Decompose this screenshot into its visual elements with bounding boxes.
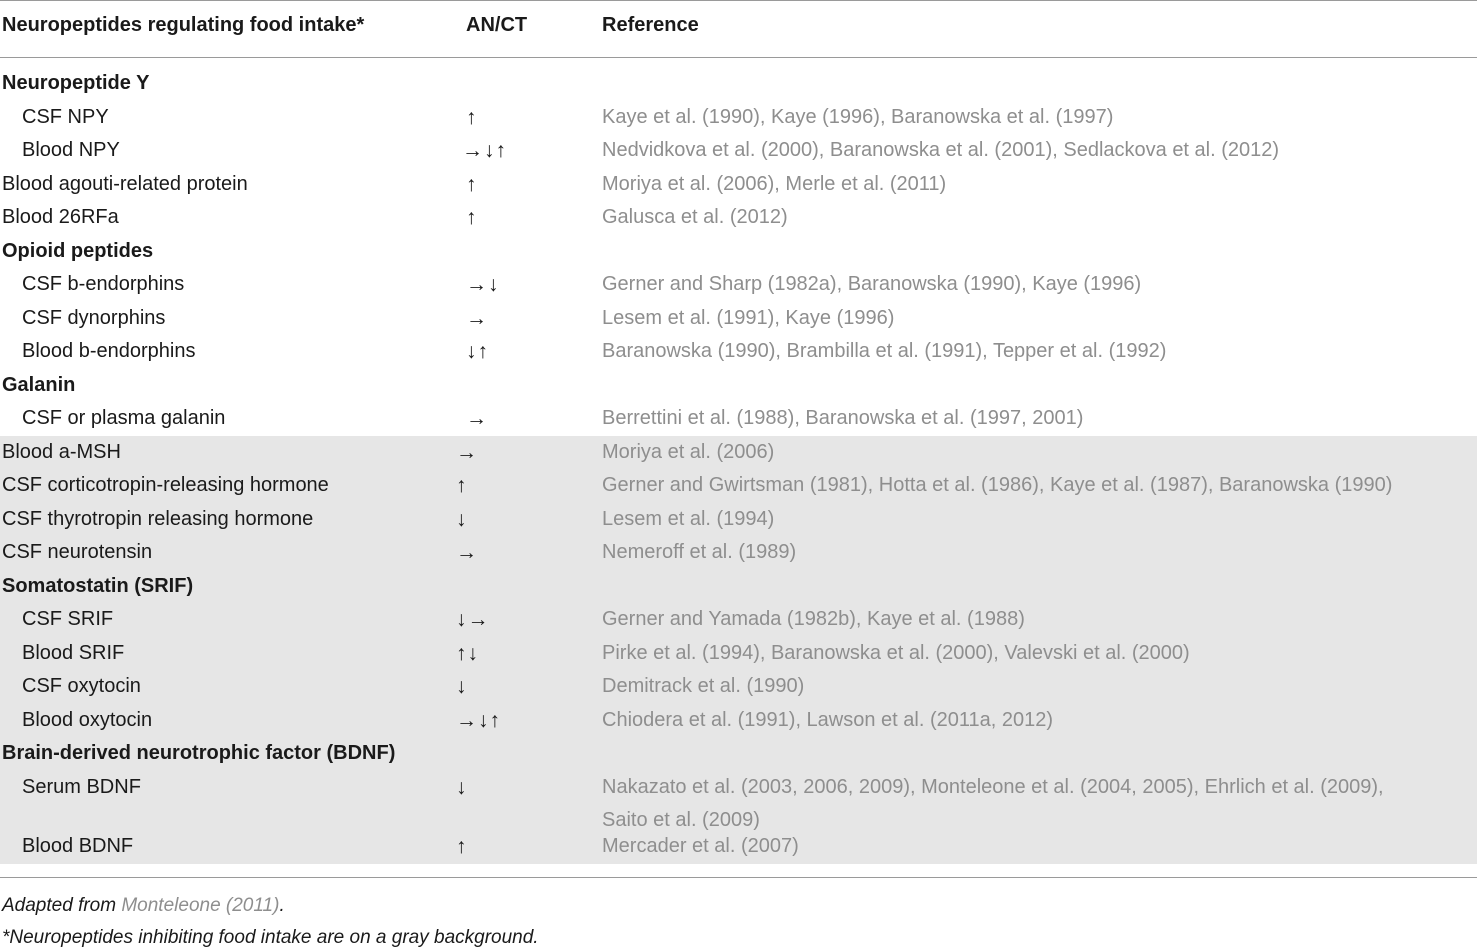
- table-group-row: [0, 67, 1477, 100]
- group-heading: Neuropeptide Y: [2, 72, 150, 94]
- peptide-name: CSF oxytocin: [22, 675, 141, 697]
- reference-line[interactable]: Berrettini et al. (1988), Baranowska et al. (1997, 2001): [602, 407, 1084, 429]
- table-row: [0, 830, 1477, 863]
- table-row: [0, 134, 1477, 167]
- reference-line[interactable]: Moriya et al. (2006): [602, 441, 775, 463]
- reference-citations: [602, 106, 1113, 129]
- reference-citations: [602, 776, 1384, 832]
- table-group-row: [0, 570, 1477, 603]
- reference-citations: [602, 340, 1166, 363]
- an-ct-change-arrows: →: [466, 307, 488, 330]
- group-heading: Somatostatin (SRIF): [2, 575, 194, 597]
- an-ct-change-arrows: →↓↑: [456, 709, 501, 732]
- an-ct-change-arrows: →↓↑: [462, 139, 507, 162]
- reference-line[interactable]: Gerner and Yamada (1982b), Kaye et al. (1988): [602, 608, 1025, 630]
- reference-citations: [602, 608, 1025, 631]
- peptide-name: Blood agouti-related protein: [2, 173, 248, 195]
- footnote-adapted-suffix: .: [279, 895, 285, 916]
- peptide-name: Serum BDNF: [22, 776, 141, 798]
- footnote-adapted-prefix: Adapted from: [2, 895, 122, 916]
- an-ct-change-arrows: →: [466, 407, 488, 430]
- table-row: [0, 335, 1477, 368]
- reference-line[interactable]: Lesem et al. (1991), Kaye (1996): [602, 307, 895, 329]
- reference-line[interactable]: Nedvidkova et al. (2000), Baranowska et al. (2001), Sedlackova et al. (2012): [602, 139, 1280, 161]
- table-row: [0, 101, 1477, 134]
- footnote-adapted: [2, 895, 285, 917]
- reference-line[interactable]: Gerner and Sharp (1982a), Baranowska (1990), Kaye (1996): [602, 273, 1142, 295]
- table-top-rule: [0, 0, 1477, 1]
- reference-line[interactable]: Kaye et al. (1990), Kaye (1996), Baranowska et al. (1997): [602, 106, 1114, 128]
- peptide-name: CSF b-endorphins: [22, 273, 185, 295]
- reference-line[interactable]: Mercader et al. (2007): [602, 835, 799, 857]
- reference-line[interactable]: Galusca et al. (2012): [602, 206, 788, 228]
- an-ct-change-arrows: ↑: [456, 835, 468, 858]
- peptide-name: CSF NPY: [22, 106, 109, 128]
- column-header-neuropeptides: Neuropeptides regulating food intake*: [2, 14, 365, 36]
- footnote-gray-background-note: *Neuropeptides inhibiting food intake are on a gray background.: [2, 927, 539, 948]
- group-heading: Opioid peptides: [2, 240, 154, 262]
- peptide-name: CSF corticotropin-releasing hormone: [2, 474, 329, 496]
- reference-line[interactable]: Baranowska (1990), Brambilla et al. (1991), Tepper et al. (1992): [602, 340, 1167, 362]
- reference-line[interactable]: Nemeroff et al. (1989): [602, 541, 797, 563]
- table-row: [0, 268, 1477, 301]
- reference-line[interactable]: Chiodera et al. (1991), Lawson et al. (2011a, 2012): [602, 709, 1054, 731]
- an-ct-change-arrows: ↑↓: [456, 642, 479, 665]
- peptide-name: CSF or plasma galanin: [22, 407, 226, 429]
- peptide-name: Blood BDNF: [22, 835, 134, 857]
- peptide-name: CSF SRIF: [22, 608, 114, 630]
- an-ct-change-arrows: →↓: [466, 273, 500, 296]
- reference-citations: [602, 508, 774, 531]
- reference-citations: [602, 441, 774, 464]
- table-group-row: [0, 235, 1477, 268]
- reference-citations: [602, 675, 804, 698]
- reference-citations: [602, 642, 1190, 665]
- footnote-citation-link[interactable]: Monteleone (2011): [121, 895, 280, 916]
- an-ct-change-arrows: ↑: [466, 173, 478, 196]
- reference-citations: [602, 474, 1392, 497]
- reference-citations: [602, 835, 799, 858]
- reference-line[interactable]: Pirke et al. (1994), Baranowska et al. (2000), Valevski et al. (2000): [602, 642, 1190, 664]
- an-ct-change-arrows: ↓→: [456, 608, 490, 631]
- table-row: [0, 670, 1477, 703]
- peptide-name: CSF thyrotropin releasing hormone: [2, 508, 314, 530]
- an-ct-change-arrows: ↑: [456, 474, 468, 497]
- table-row: [0, 402, 1477, 435]
- peptide-name: Blood oxytocin: [22, 709, 153, 731]
- table-row: [0, 436, 1477, 469]
- reference-citations: [602, 307, 894, 330]
- peptide-name: Blood NPY: [22, 139, 120, 161]
- table-row: [0, 469, 1477, 502]
- table-row: [0, 503, 1477, 536]
- peptide-name: Blood b-endorphins: [22, 340, 196, 362]
- reference-citations: [602, 139, 1279, 162]
- reference-citations: [602, 407, 1083, 430]
- an-ct-change-arrows: ↓↑: [466, 340, 489, 363]
- reference-citations: [602, 173, 946, 196]
- reference-citations: [602, 709, 1053, 732]
- group-heading: Galanin: [2, 374, 76, 396]
- an-ct-change-arrows: ↓: [456, 675, 468, 698]
- table-row: [0, 201, 1477, 234]
- peptide-name: CSF dynorphins: [22, 307, 166, 329]
- reference-citations: [602, 206, 788, 229]
- an-ct-change-arrows: ↑: [466, 106, 478, 129]
- an-ct-change-arrows: →: [456, 441, 478, 464]
- table-group-row: [0, 369, 1477, 402]
- header-bottom-rule: [0, 57, 1477, 58]
- column-header-reference: Reference: [602, 14, 699, 36]
- peptide-name: Blood 26RFa: [2, 206, 119, 228]
- reference-line[interactable]: Lesem et al. (1994): [602, 508, 775, 530]
- table-group-row: [0, 737, 1477, 770]
- table-bottom-rule: [0, 877, 1477, 878]
- an-ct-change-arrows: ↓: [456, 508, 468, 531]
- column-header-an-ct: AN/CT: [466, 14, 528, 36]
- table-row: [0, 704, 1477, 737]
- table-row: [0, 771, 1477, 831]
- an-ct-change-arrows: ↓: [456, 776, 468, 799]
- an-ct-change-arrows: ↑: [466, 206, 478, 229]
- reference-line[interactable]: Demitrack et al. (1990): [602, 675, 805, 697]
- group-heading: Brain-derived neurotrophic factor (BDNF): [2, 742, 396, 764]
- reference-line[interactable]: Nakazato et al. (2003, 2006, 2009), Monteleone et al. (2004, 2005), Ehrlich et al. (2009),: [602, 776, 1384, 798]
- an-ct-change-arrows: →: [456, 541, 478, 564]
- peptide-name: Blood SRIF: [22, 642, 125, 664]
- peptide-name: CSF neurotensin: [2, 541, 153, 563]
- reference-line-continued[interactable]: Saito et al. (2009): [602, 809, 760, 831]
- reference-line[interactable]: Gerner and Gwirtsman (1981), Hotta et al. (1986), Kaye et al. (1987), Baranowska (1990): [602, 474, 1393, 496]
- table-row: [0, 302, 1477, 335]
- reference-citations: [602, 541, 796, 564]
- table-row: [0, 637, 1477, 670]
- reference-citations: [602, 273, 1141, 296]
- table-row: [0, 603, 1477, 636]
- table-row: [0, 536, 1477, 569]
- reference-line[interactable]: Moriya et al. (2006), Merle et al. (2011): [602, 173, 947, 195]
- peptide-name: Blood a-MSH: [2, 441, 121, 463]
- table-row: [0, 168, 1477, 201]
